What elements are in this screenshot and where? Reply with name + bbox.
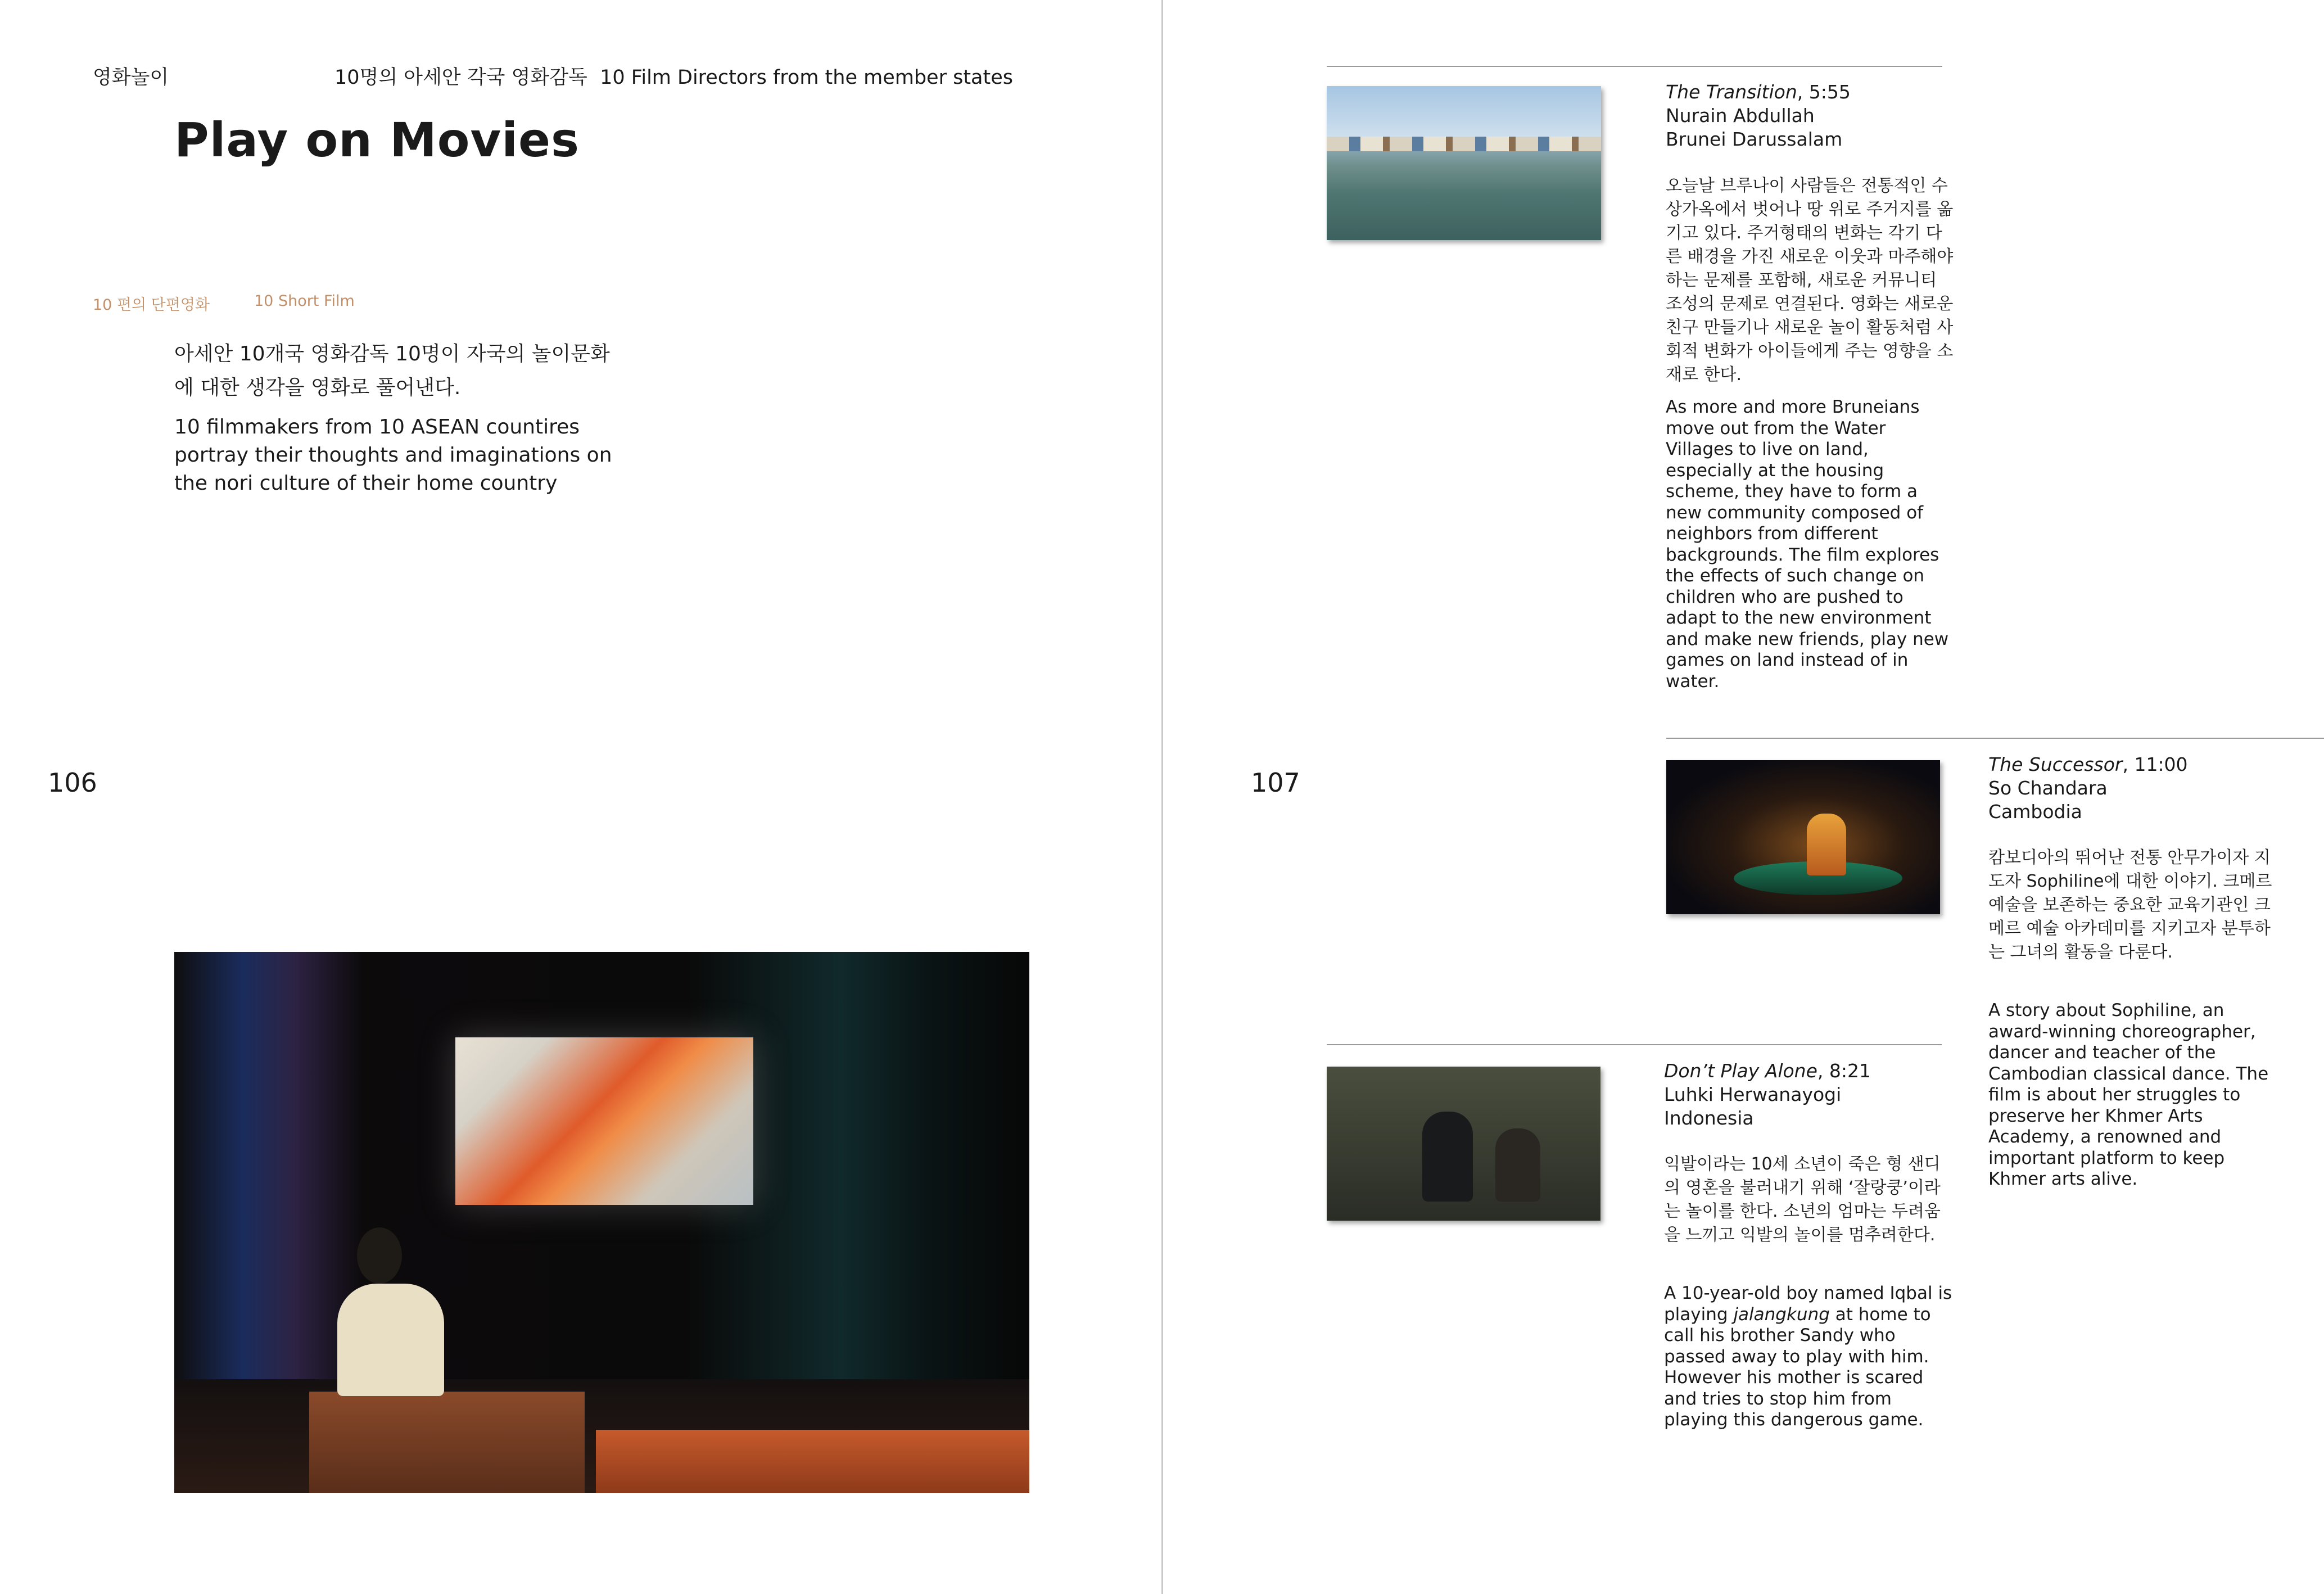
film-description-en: As more and more Bruneians move out from the Water Villages to live on land, especially at the housing scheme, they have to form a new community composed of neighbors from different backgrounds. The film explores the effects of such change on children who are pushed to adapt to the new environment and make new friends, play new games on land instead of in water. xyxy=(1666,397,1949,692)
divider xyxy=(1327,1044,1942,1045)
directors-label-en: 10 Film Directors from the member states xyxy=(600,66,1013,89)
projection-screen xyxy=(455,1037,753,1205)
film-credit xyxy=(1664,1059,1871,1130)
visitor-head xyxy=(357,1227,402,1284)
film-duration: , 5:55 xyxy=(1797,81,1851,103)
film-description-en: A story about Sophiline, an award-winning choreographer, dancer and teacher of the Cambodian classical dance. The film is about her struggles to preserve her Khmer Arts Academy, a renowned and important platform to keep Khmer arts alive. xyxy=(1988,1000,2269,1189)
bench xyxy=(596,1430,1029,1493)
description-part: at home to call his brother Sandy who passed away to play with him. However his mother is scared and tries to stop him from playing this dangerous game. xyxy=(1664,1304,1931,1430)
film-director: Nurain Abdullah xyxy=(1666,105,1815,127)
tag-short-film-ko: 10 편의 단편영화 xyxy=(93,296,210,314)
film-description-ko: 캄보디아의 뛰어난 전통 안무가이자 지도자 Sophiline에 대한 이야기. 크메르 예술을 보존하는 중요한 교육기관인 크메르 예술 아카데미를 지키고자 분투하는 그녀의 활동을 다룬다. xyxy=(1988,848,2272,962)
film-duration: , 8:21 xyxy=(1817,1060,1871,1082)
intro-text-en: 10 filmmakers from 10 ASEAN countires portray their thoughts and imaginations on the nori culture of their home country xyxy=(174,416,612,495)
film-title: The Successor xyxy=(1988,753,2123,775)
film-still-successor xyxy=(1666,760,1940,914)
film-still-transition xyxy=(1327,86,1601,240)
page-number-right: 107 xyxy=(1251,767,1300,798)
film-title: Don’t Play Alone xyxy=(1664,1060,1817,1082)
description-part: A 10-year-old boy named Iqbal is playing xyxy=(1664,1283,1952,1325)
film-country: Indonesia xyxy=(1664,1107,1754,1129)
film-credit xyxy=(1666,80,1851,151)
page-title: Play on Movies xyxy=(174,112,580,168)
tag-short-film-en: 10 Short Film xyxy=(254,292,355,310)
film-description-en xyxy=(1664,1283,1956,1431)
intro-text-ko: 아세안 10개국 영화감독 10명이 자국의 놀이문화에 대한 생각을 영화로 풀어낸다. xyxy=(174,342,610,399)
film-duration: , 11:00 xyxy=(2122,753,2188,775)
child-figure xyxy=(1495,1128,1540,1202)
exhibition-photo xyxy=(174,952,1029,1493)
film-description-ko: 익발이라는 10세 소년이 죽은 형 샌디의 영혼을 불러내기 위해 ‘잘랑쿵’이라는 놀이를 한다. 소년의 엄마는 두려움을 느끼고 익발의 놀이를 멈추려한다. xyxy=(1664,1154,1941,1245)
film-title: The Transition xyxy=(1666,81,1797,103)
seated-visitor xyxy=(337,1284,444,1396)
film-country: Brunei Darussalam xyxy=(1666,128,1843,150)
book-spine xyxy=(1161,0,1163,1594)
child-figure xyxy=(1422,1112,1473,1202)
film-description-ko: 오늘날 브루나이 사람들은 전통적인 수상가옥에서 벗어나 땅 위로 주거지를 옮기고 있다. 주거형태의 변화는 각기 다른 배경을 가진 새로운 이웃과 마주해야 하는 문제를 포함해, 새로운 커뮤니티 조성의 문제로 연결된다. 영화는 새로운 친구 만들기나 새로운 놀이 활동처럼 사회적 변화가 아이들에게 주는 영향을 소재로 한다. xyxy=(1666,176,1954,385)
dancer xyxy=(1807,814,1846,875)
game-name: jalangkung xyxy=(1733,1304,1830,1325)
bench xyxy=(309,1392,585,1493)
page-number-left: 106 xyxy=(48,767,97,798)
water-village xyxy=(1327,137,1601,151)
divider xyxy=(1327,66,1942,67)
film-credit xyxy=(1988,753,2188,824)
film-still-dont-play-alone xyxy=(1327,1067,1600,1221)
divider xyxy=(1666,738,2324,739)
film-director: Luhki Herwanayogi xyxy=(1664,1083,1842,1105)
section-label: 영화놀이 xyxy=(93,66,169,89)
directors-label-ko: 10명의 아세안 각국 영화감독 xyxy=(334,66,587,89)
directors-header xyxy=(334,62,1013,90)
film-country: Cambodia xyxy=(1988,801,2082,823)
film-director: So Chandara xyxy=(1988,777,2108,799)
